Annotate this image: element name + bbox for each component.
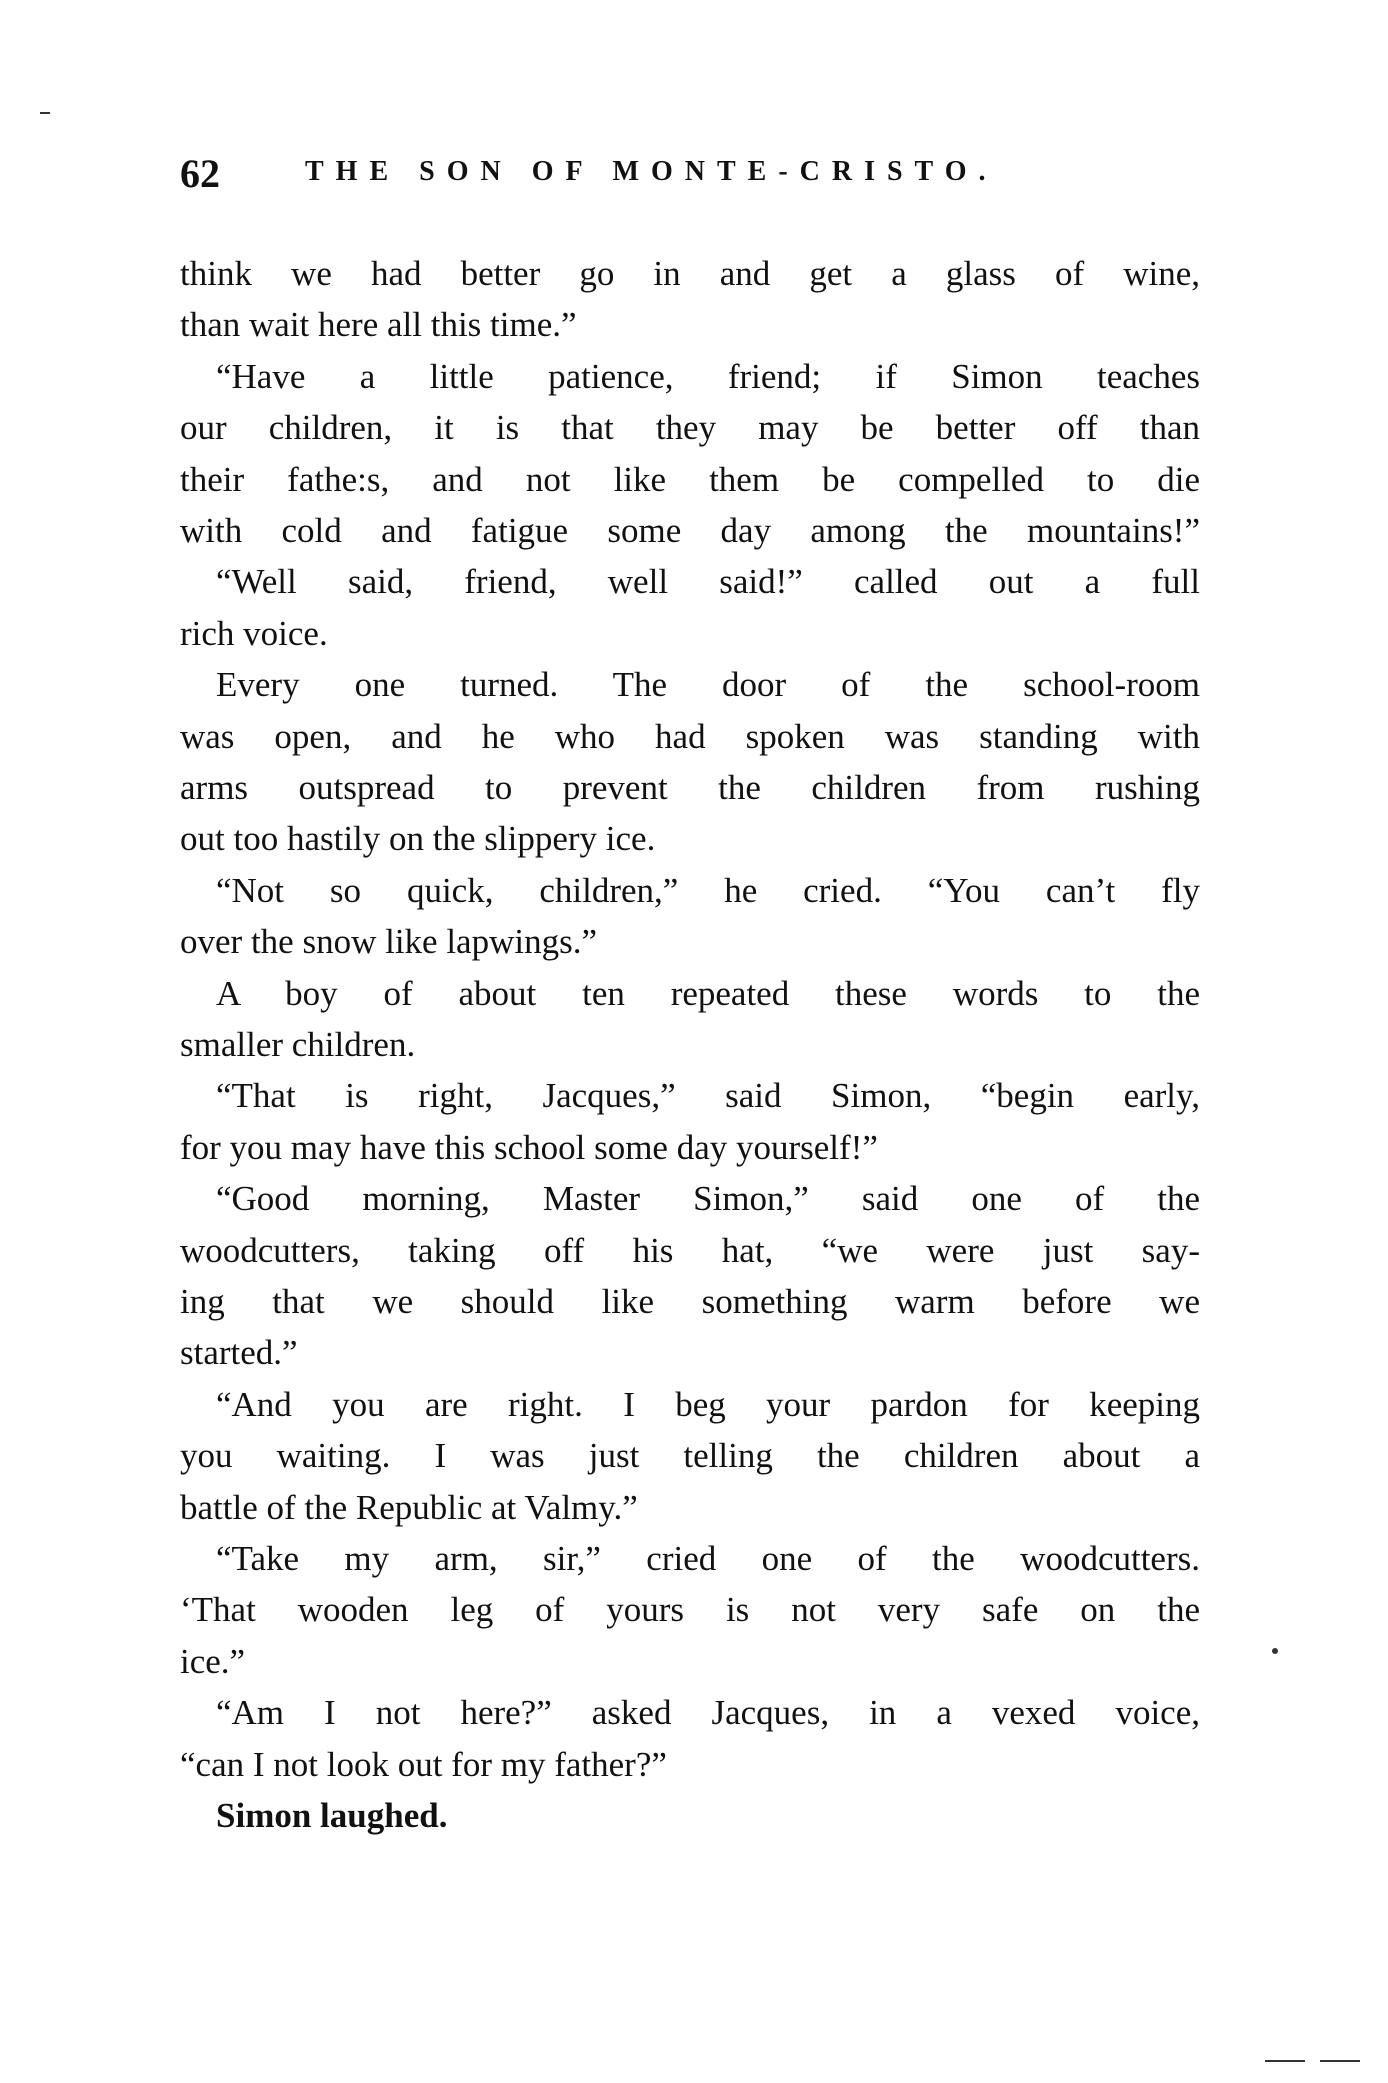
text-line: started.”	[180, 1333, 298, 1373]
text-line: was open, and he who had spoken was standing with	[180, 716, 1200, 756]
scan-speck	[40, 112, 50, 114]
text-line: “Good morning, Master Simon,” said one of the	[216, 1179, 1200, 1219]
page-number: 62	[180, 151, 220, 196]
text-line: than wait here all this time.”	[180, 305, 577, 345]
text-line: “And you are right. I beg your pardon for keeping	[216, 1384, 1200, 1424]
text-line: “That is right, Jacques,” said Simon, “begin early,	[216, 1076, 1200, 1116]
text-line: ing that we should like something warm before we	[180, 1282, 1200, 1321]
text-line: “Am I not here?” asked Jacques, in a vexed voice,	[216, 1693, 1200, 1733]
scan-rule	[1320, 2060, 1360, 2062]
text-line: “Have a little patience, friend; if Simon teaches	[216, 356, 1200, 396]
text-line: “Well said, friend, well said!” called out a full	[216, 562, 1200, 602]
scan-rule	[1265, 2060, 1305, 2062]
text-line: over the snow like lapwings.”	[180, 922, 597, 962]
text-line: their fathe:s, and not like them be compelled to die	[180, 459, 1200, 499]
text-line: smaller children.	[180, 1025, 416, 1064]
running-title: THE SON OF MONTE-CRISTO.	[305, 156, 998, 187]
text-line: woodcutters, taking off his hat, “we were just say-	[180, 1230, 1200, 1270]
text-line: “can I not look out for my father?”	[180, 1744, 667, 1784]
page-header	[180, 150, 1200, 200]
text-line: “Take my arm, sir,” cried one of the woodcutters.	[216, 1539, 1200, 1578]
text-line: out too hastily on the slippery ice.	[180, 819, 656, 859]
text-line: with cold and fatigue some day among the mountains!”	[180, 511, 1200, 550]
text-line: Every one turned. The door of the school-room	[216, 665, 1200, 705]
text-line: ice.”	[180, 1641, 246, 1681]
text-line: our children, it is that they may be better off than	[180, 408, 1200, 448]
text-line: for you may have this school some day yourself!”	[180, 1127, 878, 1167]
scan-speck	[1272, 1648, 1278, 1654]
text-line: battle of the Republic at Valmy.”	[180, 1487, 638, 1527]
text-line: rich voice.	[180, 613, 328, 653]
text-line: A boy of about ten repeated these words to the	[216, 973, 1200, 1013]
text-line: you waiting. I was just telling the children about a	[180, 1436, 1200, 1476]
text-line: “Not so quick, children,” he cried. “You can’t fly	[216, 870, 1200, 910]
text-line: Simon laughed.	[216, 1796, 448, 1835]
text-line: arms outspread to prevent the children from rushing	[180, 768, 1200, 807]
text-line: think we had better go in and get a glass of wine,	[180, 254, 1200, 293]
text-line: ‘That wooden leg of yours is not very safe on the	[180, 1590, 1200, 1630]
